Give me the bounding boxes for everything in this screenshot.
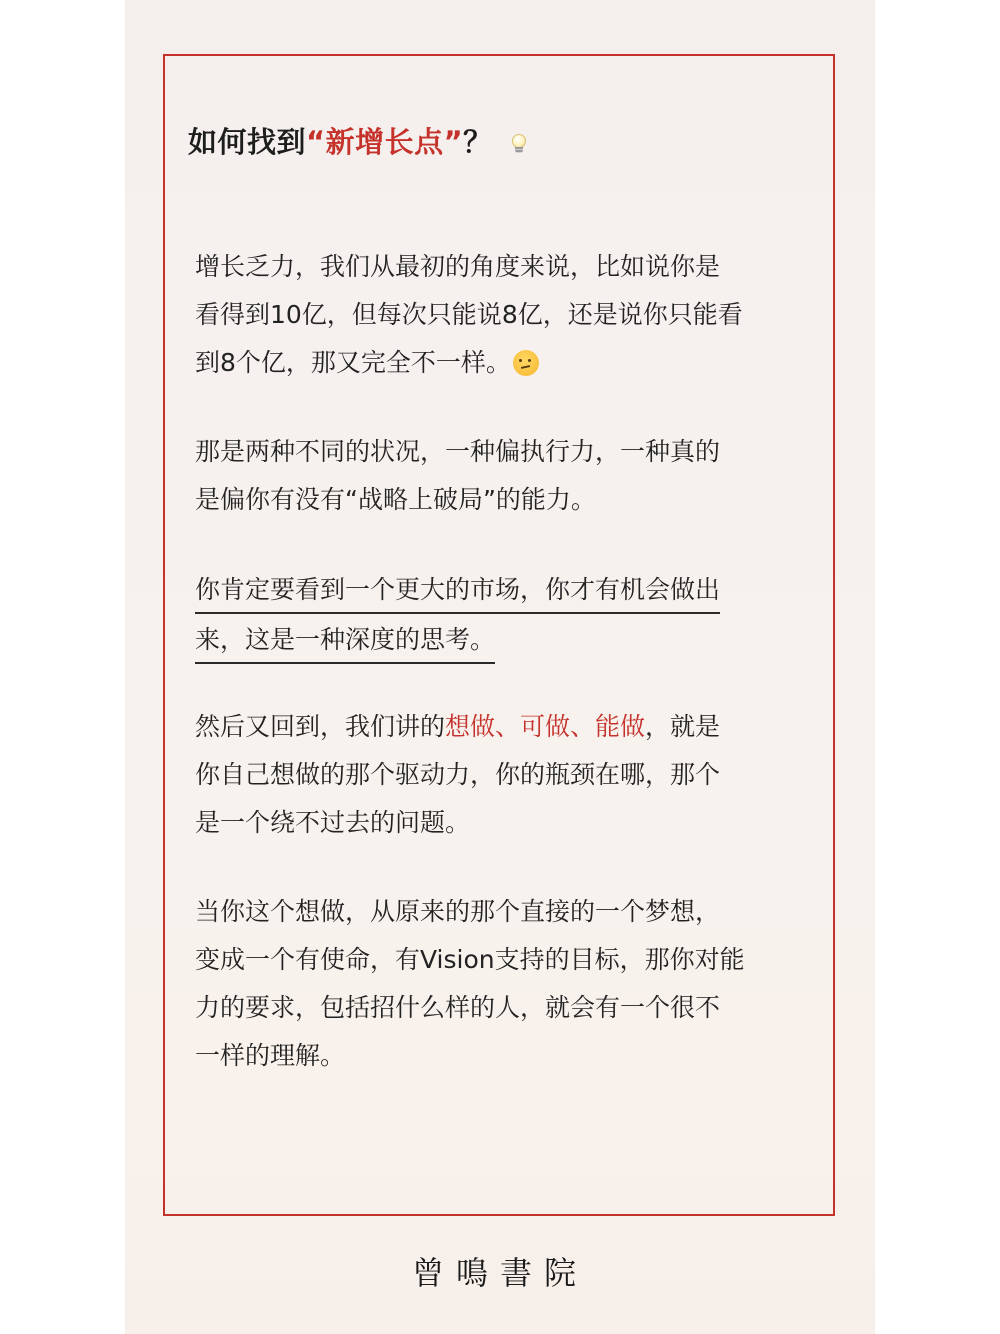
paragraph-line: 是偏你有没有“战略上破局”的能力。 [195,485,596,514]
highlighted-text: 想做、可做、能做 [445,712,646,741]
paragraph-4 [195,703,815,847]
paragraph-text: 然后又回到，我们讲的 [195,712,446,741]
title-prefix: 如何找到 [188,125,307,159]
paragraph-line [195,616,815,666]
thinking-face-icon [513,350,539,376]
lightbulb-icon [511,134,527,154]
paragraph-line: 是一个绕不过去的问题。 [195,808,471,837]
paragraph-line: 那是两种不同的状况，一种偏执行力，一种真的 [195,437,721,466]
paragraph-text: ，就是 [645,712,721,741]
paragraph-line: 变成一个有使命，有Vision支持的目标，那你对能 [195,945,745,974]
paragraph-line: 看得到10亿，但每次只能说8亿，还是说你只能看 [195,300,743,329]
paragraph-line: 一样的理解。 [195,1041,346,1070]
paragraph-line [195,339,815,387]
title-highlight: “新增长点” [306,125,464,159]
paragraph-line [195,566,815,616]
paragraph-line [195,703,815,751]
paragraph-1 [195,243,815,387]
paragraph-line: 你自己想做的那个驱动力，你的瓶颈在哪，那个 [195,760,721,789]
paragraph-2 [195,428,815,524]
paragraph-3-underlined [195,566,815,666]
underlined-text: 来，这是一种深度的思考。 [195,620,495,664]
underlined-text: 你肯定要看到一个更大的市场，你才有机会做出 [195,570,720,614]
paragraph-5 [195,888,815,1080]
page-title [188,120,527,161]
paragraph-line: 当你这个想做，从原来的那个直接的一个梦想， [195,897,721,926]
brand-signature: 曾鳴書院 [411,1254,588,1292]
paragraph-text: 到8个亿，那又完全不一样。 [195,348,511,377]
title-suffix: ？ [463,125,493,159]
paragraph-line: 增长乏力，我们从最初的角度来说，比如说你是 [195,252,721,281]
paragraph-line: 力的要求，包括招什么样的人，就会有一个很不 [195,993,721,1022]
